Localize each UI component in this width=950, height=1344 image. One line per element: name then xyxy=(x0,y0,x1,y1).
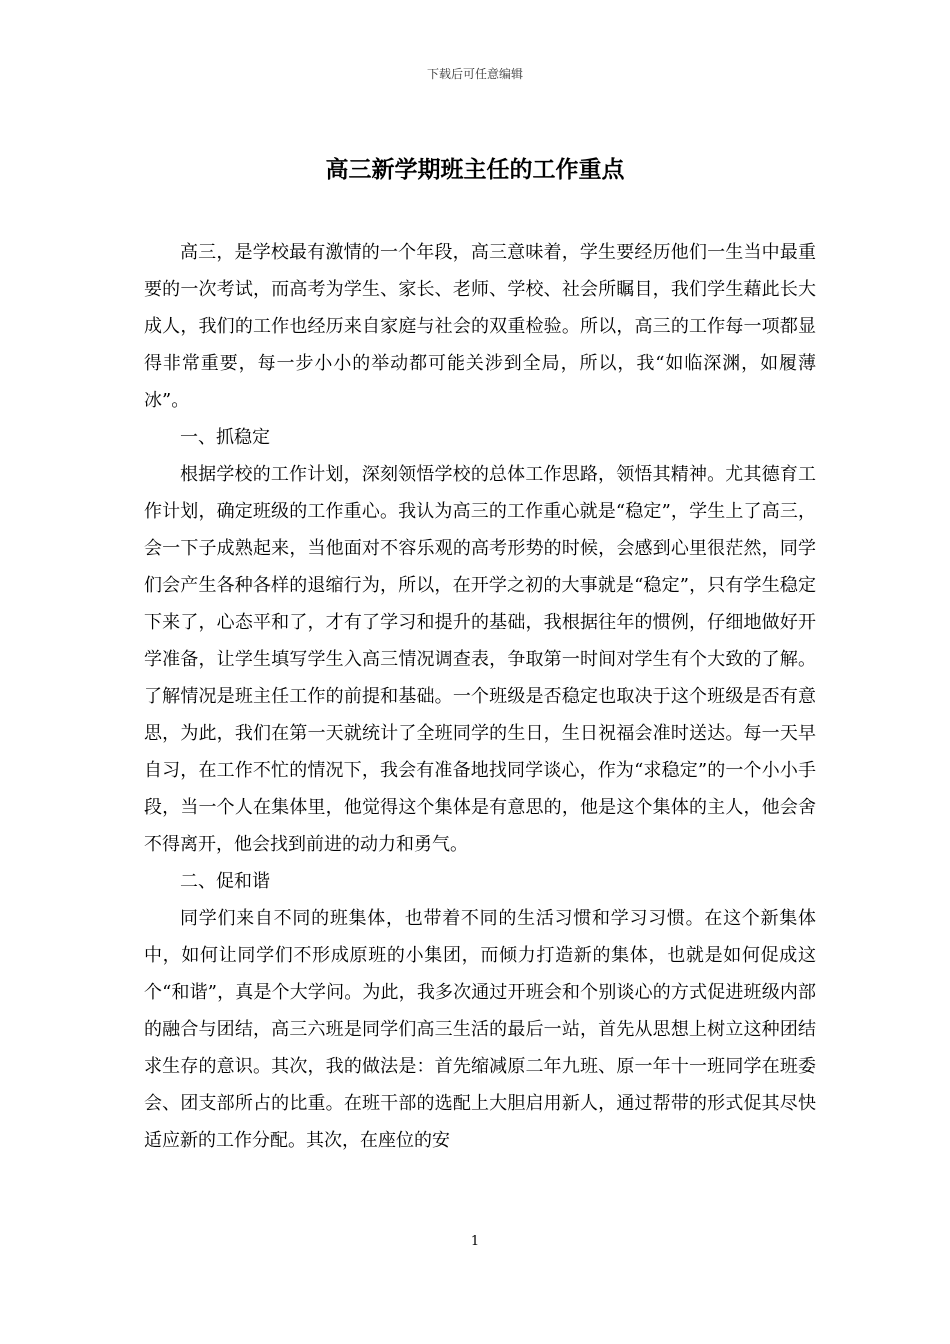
paragraph-intro: 高三，是学校最有激情的一个年段，高三意味着，学生要经历他们一生当中最重要的一次考试，而高考为学生、家长、老师、学校、社会所瞩目，我们学生藉此长大成人，我们的工作也经历来自家庭与社会的双重检验。所以，高三的工作每一项都显得非常重要，每一步小小的举动都可能关涉到全局，所以，我“如临深渊，如履薄冰”。 xyxy=(144,242,816,411)
document-body xyxy=(144,234,816,1159)
page-header: 下载后可任意编辑 xyxy=(426,67,523,81)
page-number: 1 xyxy=(470,1234,480,1249)
paragraph-harmony: 同学们来自不同的班集体，也带着不同的生活习惯和学习习惯。在这个新集体中，如何让同学们不形成原班的小集团，而倾力打造新的集体，也就是如何促成这个“和谐”，真是个大学问。为此，我多次通过开班会和个别谈心的方式促进班级内部的融合与团结，高三六班是同学们高三生活的最后一站，首先从思想上树立这种团结求生存的意识。其次，我的做法是：首先缩减原二年九班、原一年十一班同学在班委会、团支部所占的比重。在班干部的选配上大胆启用新人，通过帮带的形式促其尽快适应新的工作分配。其次，在座位的安 xyxy=(144,908,816,1151)
section-heading-2: 二、促和谐 xyxy=(180,871,270,892)
section-heading-1: 一、抓稳定 xyxy=(180,427,270,448)
paragraph-stability: 根据学校的工作计划，深刻领悟学校的总体工作思路，领悟其精神。尤其德育工作计划，确定班级的工作重心。我认为高三的工作重心就是“稳定”，学生上了高三，会一下子成熟起来，当他面对不容乐观的高考形势的时候，会感到心里很茫然，同学们会产生各种各样的退缩行为，所以，在开学之初的大事就是“稳定”，只有学生稳定下来了，心态平和了，才有了学习和提升的基础，我根据往年的惯例，仔细地做好开学准备，让学生填写学生入高三情况调查表，争取第一时间对学生有个大致的了解。了解情况是班主任工作的前提和基础。一个班级是否稳定也取决于这个班级是否有意思，为此，我们在第一天就统计了全班同学的生日，生日祝福会准时送达。每一天早自习，在工作不忙的情况下，我会有准备地找同学谈心，作为“求稳定”的一个小小手段，当一个人在集体里，他觉得这个集体是有意思的，他是这个集体的主人，他会舍不得离开，他会找到前进的动力和勇气。 xyxy=(144,464,816,855)
document-title: 高三新学期班主任的工作重点 xyxy=(325,156,625,183)
